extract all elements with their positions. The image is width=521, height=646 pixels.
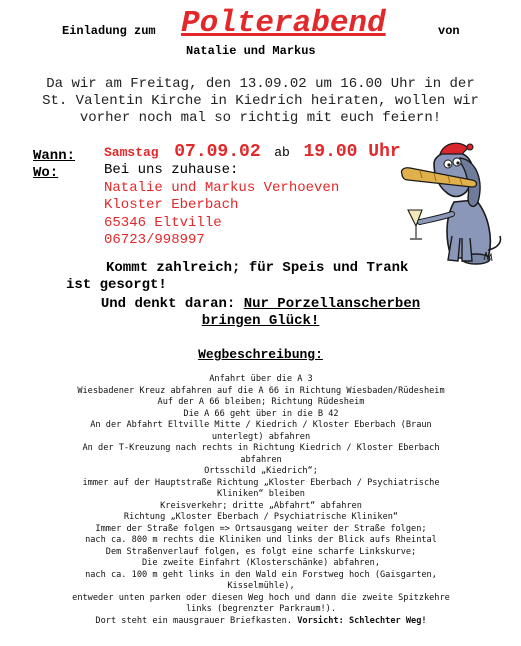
closing-message — [40, 260, 480, 294]
wo-label: Wo: — [33, 165, 59, 181]
directions-line: Die zweite Einfahrt (Klosterschänke) abfahren, — [142, 558, 380, 568]
directions-line: Kisselmühle), — [227, 581, 295, 591]
event-title: Polterabend — [181, 6, 386, 41]
wann-label: Wann: — [33, 148, 76, 164]
directions-line: Kreisverkehr; dritte „Abfahrt“ abfahren — [160, 500, 362, 511]
directions-line: nach ca. 800 m rechts die Kliniken und links der Blick aufs Rheintal — [85, 535, 437, 545]
directions-title: Wegbeschreibung: — [198, 347, 323, 362]
directions-line: entweder unten parken oder diesen Weg hoch und dann die zweite Spitzkehre — [72, 592, 450, 603]
event-day: Samstag — [104, 145, 159, 160]
directions-line: Anfahrt über die A 3 — [209, 374, 313, 384]
closing-line-1: Kommt zahlreich; für Speis und Trank — [106, 260, 409, 276]
directions-line: unterlegt) abfahren — [211, 431, 311, 442]
directions-line: Die A 66 geht über in die B 42 — [183, 408, 339, 419]
event-time: 19.00 Uhr — [303, 142, 401, 162]
location-names: Natalie und Markus Verhoeven — [104, 179, 340, 196]
host-names: Natalie und Markus — [186, 44, 316, 58]
directions-line: Kliniken“ bleiben — [217, 489, 305, 499]
intro-paragraph — [20, 76, 501, 127]
directions-line: Auf der A 66 bleiben; Richtung Rüdesheim — [157, 397, 365, 407]
directions-line: An der Abfahrt Eltville Mitte / Kiedrich / Kloster Eberbach (Braun — [90, 420, 432, 430]
directions-last-line — [28, 616, 494, 628]
directions-line: An der T-Kreuzung nach rechts in Richtung Kiedrich / Kloster Eberbach — [82, 443, 440, 453]
directions-line: links (begrenzter Parkraum!). — [185, 604, 337, 614]
road-warning: Vorsicht: Schlechter Weg! — [297, 615, 427, 626]
location-phone: 06723/998997 — [104, 232, 205, 248]
event-date-time — [104, 142, 401, 162]
invitation-header — [0, 6, 521, 56]
reminder-underlined-1: Nur Porzellanscherben — [243, 296, 421, 312]
event-date: 07.09.02 — [174, 142, 261, 162]
directions-line: immer auf der Hauptstraße Richtung „Kloster Eberbach / Psychiatrische — [82, 477, 440, 488]
einladung-text: Einladung zum — [62, 24, 156, 38]
location-city: 65346 Eltville — [104, 214, 222, 231]
reminder-underlined-2: bringen Glück! — [201, 313, 320, 329]
location-intro: Bei uns zuhause: — [104, 162, 239, 178]
directions-line: Ortsschild „Kiedrich“; — [204, 466, 318, 476]
directions-line: Dort steht ein mausgrauer Briefkasten. — [95, 615, 293, 626]
intro-line: St. Valentin Kirche in Kiedrich heiraten, wollen wir — [42, 93, 479, 109]
intro-line: Da wir am Freitag, den 13.09.02 um 16.00 Uhr in der — [46, 76, 475, 92]
directions-line: Richtung „Kloster Eberbach / Psychiatrische Kliniken“ — [123, 512, 399, 522]
directions-line: abfahren — [240, 454, 282, 465]
dog-illustration-icon — [396, 140, 506, 270]
ab-text: ab — [274, 145, 290, 160]
directions-text — [28, 374, 494, 627]
location-place: Kloster Eberbach — [104, 197, 239, 213]
reminder-message — [0, 296, 521, 330]
directions-line: Dem Straßenverlauf folgen, es folgt eine scharfe Linkskurve; — [105, 546, 417, 557]
event-location — [104, 162, 339, 250]
von-text: von — [438, 24, 460, 38]
directions-line: Wiesbadener Kreuz abfahren auf die A 66 in Richtung Wiesbaden/Rüdesheim — [77, 385, 445, 396]
directions-line: nach ca. 100 m geht links in den Wald ein Forstweg hoch (Gaisgarten, — [85, 569, 437, 580]
intro-line: vorher noch mal so richtig mit euch feiern! — [79, 110, 442, 126]
closing-line-2: ist gesorgt! — [66, 277, 167, 293]
directions-line: Immer der Straße folgen => Ortsausgang weiter der Straße folgen; — [95, 523, 427, 534]
reminder-prefix: Und denkt daran: — [100, 296, 244, 312]
